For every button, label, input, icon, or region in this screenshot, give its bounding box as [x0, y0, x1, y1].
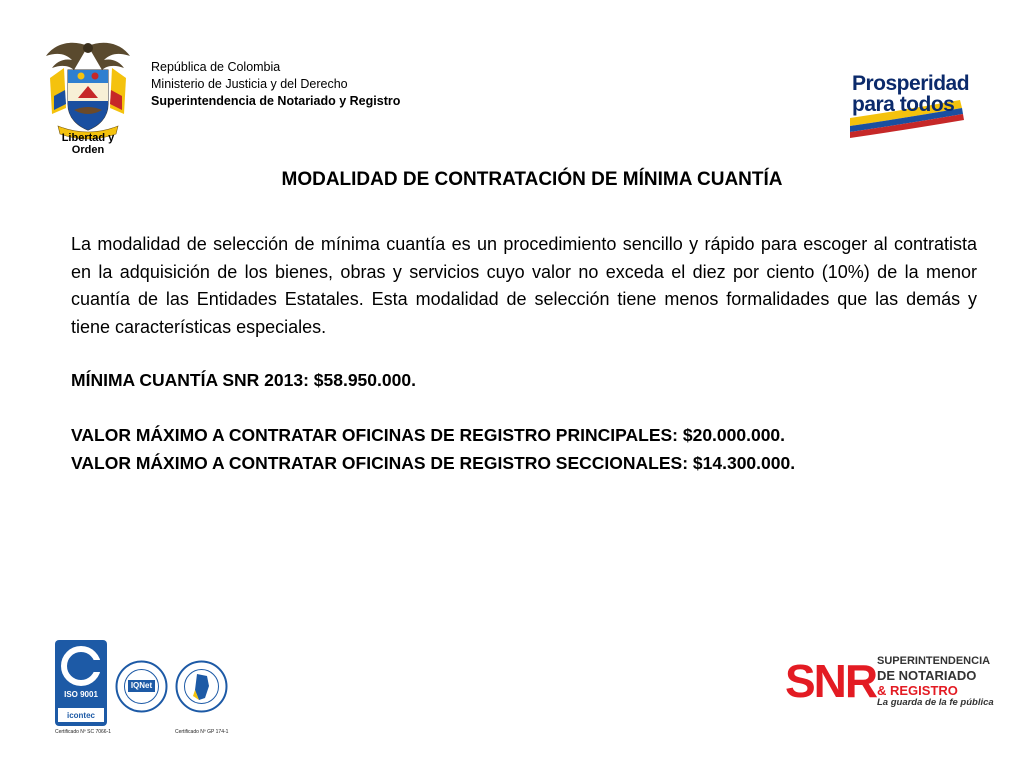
- snr-line3: & REGISTRO: [877, 683, 958, 698]
- snr-tagline: La guarda de la fe pública: [877, 697, 994, 708]
- minima-cuantia-value: MÍNIMA CUANTÍA SNR 2013: $58.950.000.: [71, 370, 416, 390]
- crest-motto: Libertad y Orden: [61, 132, 115, 156]
- snr-line1: SUPERINTENDENCIA: [877, 655, 991, 667]
- iqnet-label: IQNet: [130, 681, 153, 690]
- iso-9001-icontec-logo: [55, 640, 107, 726]
- ntcgp-logo: [175, 660, 228, 713]
- snr-logo: [785, 652, 995, 712]
- valor-seccionales: VALOR MÁXIMO A CONTRATAR OFICINAS DE REGISTRO SECCIONALES: $14.300.000.: [71, 453, 796, 473]
- body-paragraph: La modalidad de selección de mínima cuantía es un procedimiento sencillo y rápido para escoger al contratista en la adquisición de los bienes, obras y servicios cuyo valor no exceda el diez por ciento (10%) de la menor cuantía de las Entidades Estatales. Esta modalidad de selección tiene menos formalidades que las demás y tiene características especiales.: [71, 234, 977, 337]
- iqnet-logo: [115, 660, 168, 713]
- header-country: República de Colombia: [151, 60, 281, 74]
- cert-caption-2: Certificado Nº GP 174-1: [175, 729, 229, 735]
- valor-principales: VALOR MÁXIMO A CONTRATAR OFICINAS DE REGISTRO PRINCIPALES: $20.000.000.: [71, 425, 786, 445]
- header-ministry: Ministerio de Justicia y del Derecho: [151, 77, 348, 91]
- icontec-label: icontec: [66, 711, 95, 720]
- ntcgp-seal-icon: [175, 660, 228, 713]
- slogan-line1: Prosperidad: [852, 72, 970, 95]
- header-superintendencia: Superintendencia de Notariado y Registro: [151, 94, 401, 108]
- snr-line2: DE NOTARIADO: [877, 668, 977, 683]
- prosperidad-logo: [850, 70, 970, 138]
- institution-header: [151, 59, 400, 110]
- page-title: MODALIDAD DE CONTRATACIÓN DE MÍNIMA CUANTÍA: [281, 169, 783, 190]
- snr-acronym: SNR: [785, 655, 877, 707]
- iso-label: ISO 9001: [64, 690, 98, 699]
- cert-caption-1: Certificado Nº SC 7066-1: [55, 729, 112, 735]
- slogan-line2: para todos: [852, 93, 955, 116]
